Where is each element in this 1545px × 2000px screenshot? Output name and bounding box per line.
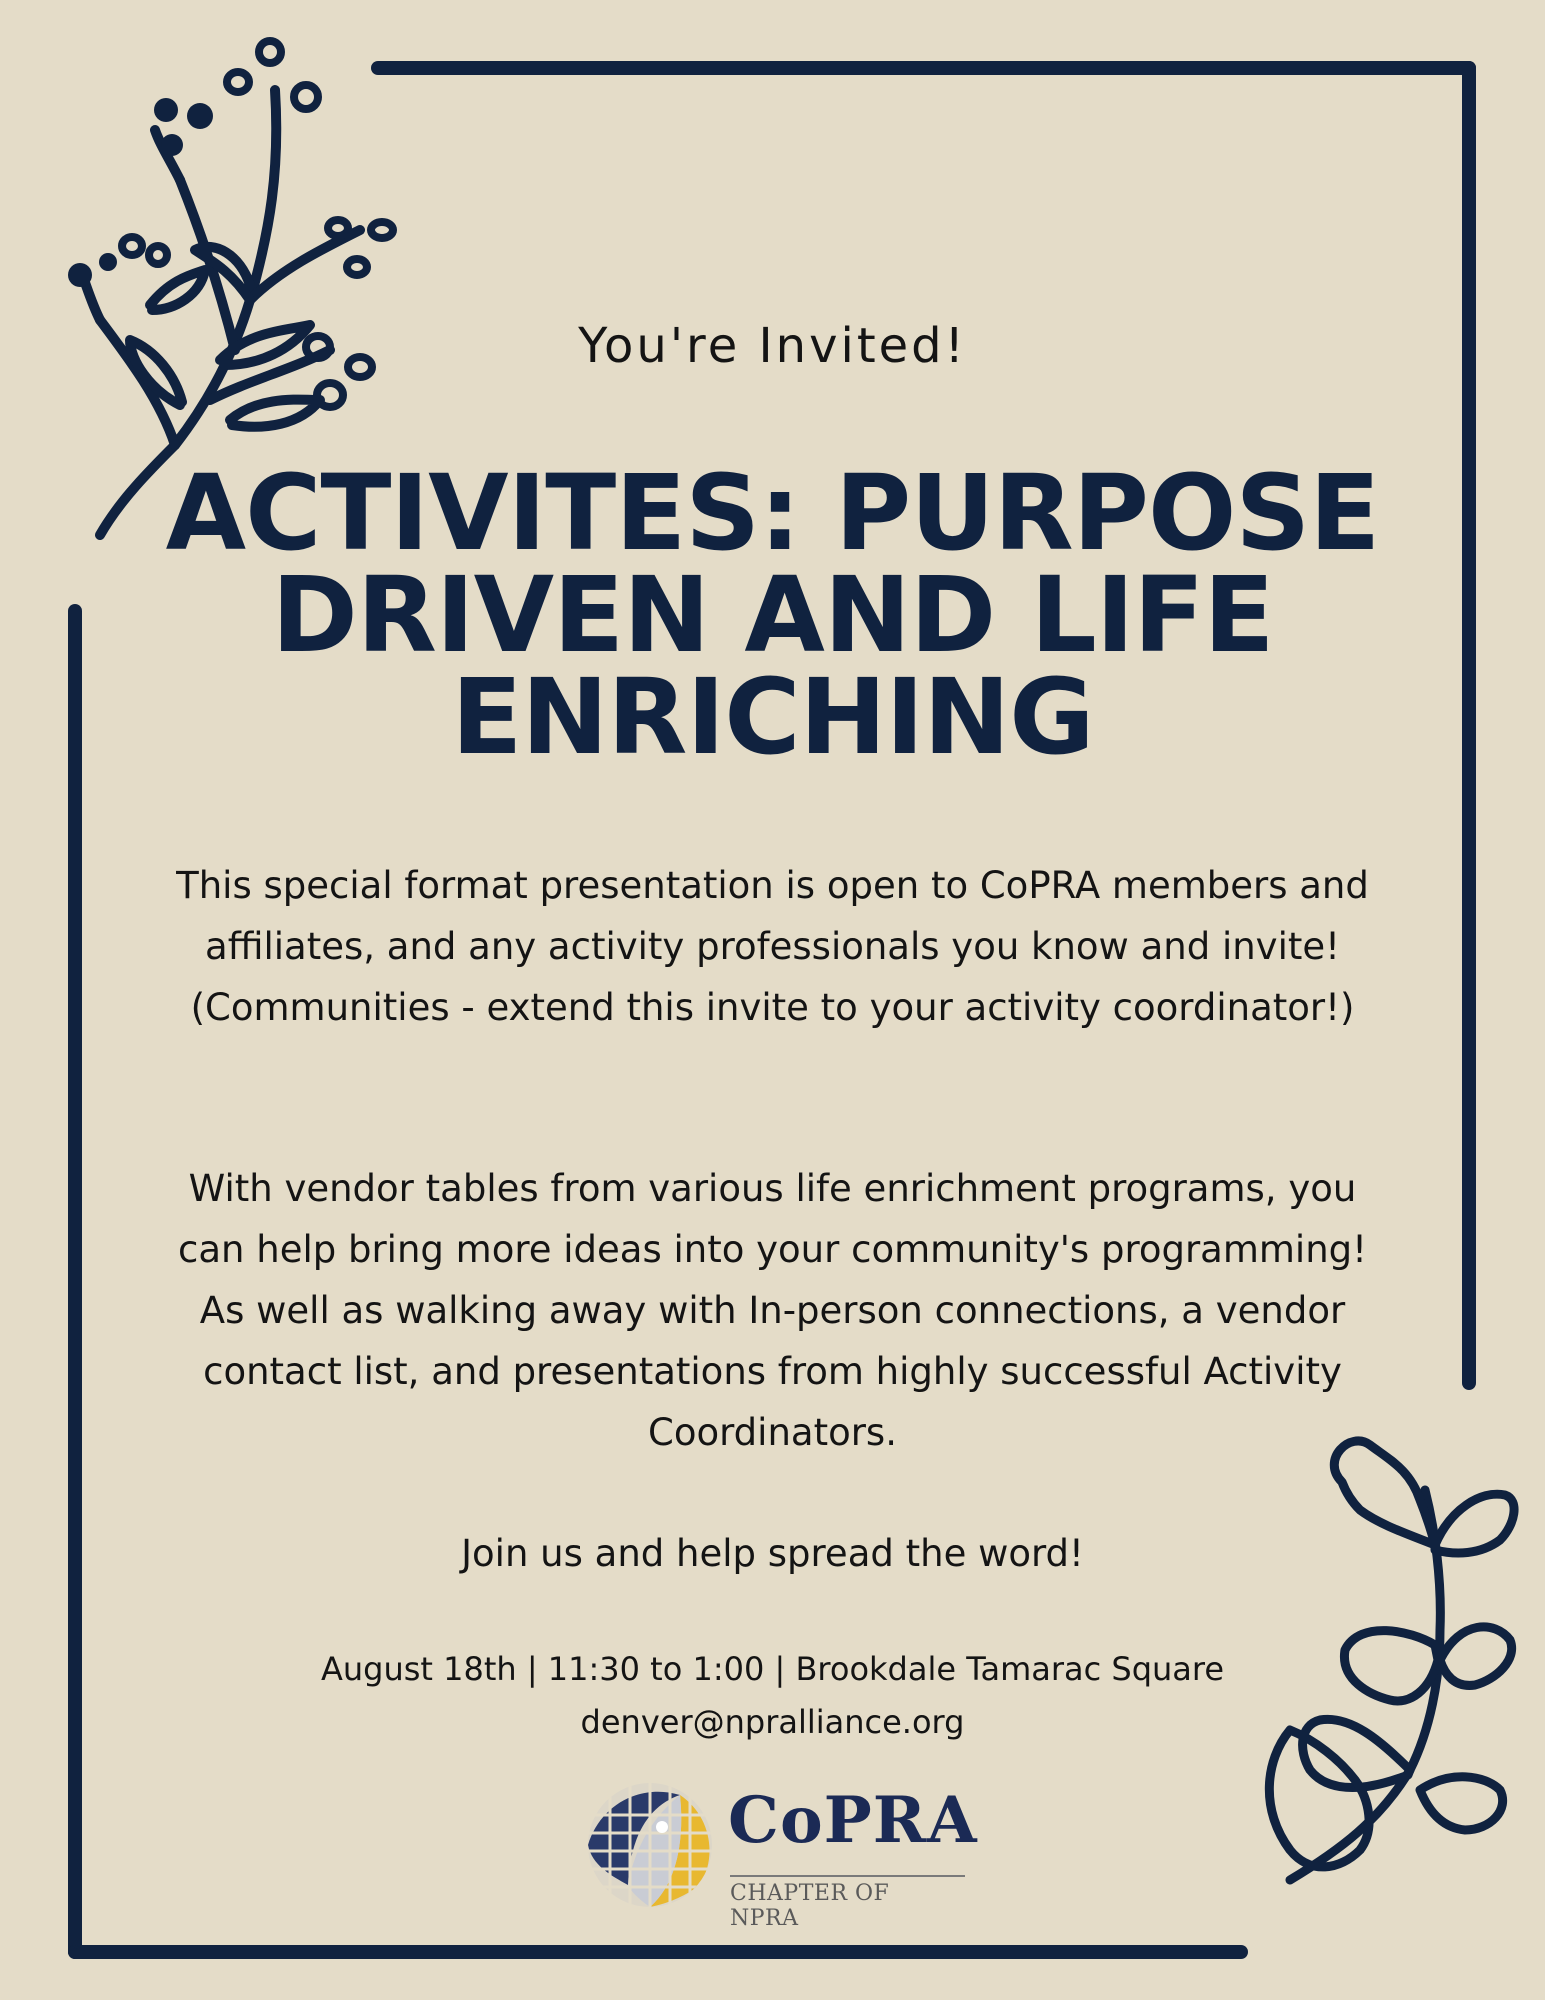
contact-email[interactable]: denver@npralliance.org (580, 1703, 965, 1741)
event-details (150, 1643, 1395, 1749)
logo-subtitle: CHAPTER OF NPRA (730, 1875, 965, 1931)
frame-bottom-line (68, 1945, 1248, 1959)
frame-top-line (371, 61, 1476, 75)
copra-logo (580, 1775, 980, 1931)
frame-right-line (1462, 61, 1476, 1390)
event-title: ACTIVITES: PURPOSE DRIVEN AND LIFE ENRICHING (165, 452, 1380, 778)
event-date-time-location: August 18th | 11:30 to 1:00 | Brookdale Tamarac Square (320, 1650, 1225, 1688)
vendor-paragraph: With vendor tables from various life enrichment programs, you can help bring more ideas into your community's programming! As well as walking away with In-person connections, a vendor contact list, and presentations from highly successful Activity Coordinators. (178, 1167, 1367, 1454)
globe-icon (580, 1775, 720, 1915)
frame-left-line (68, 604, 82, 1959)
logo-name: CoPRA (728, 1783, 978, 1858)
intro-paragraph: This special format presentation is open to CoPRA members and affiliates, and any activity professionals you know and invite! (Communities - extend this invite to your activity coordinator!) (176, 864, 1369, 1029)
call-to-action: Join us and help spread the word! (461, 1532, 1084, 1575)
invited-heading: You're Invited! (578, 318, 967, 374)
